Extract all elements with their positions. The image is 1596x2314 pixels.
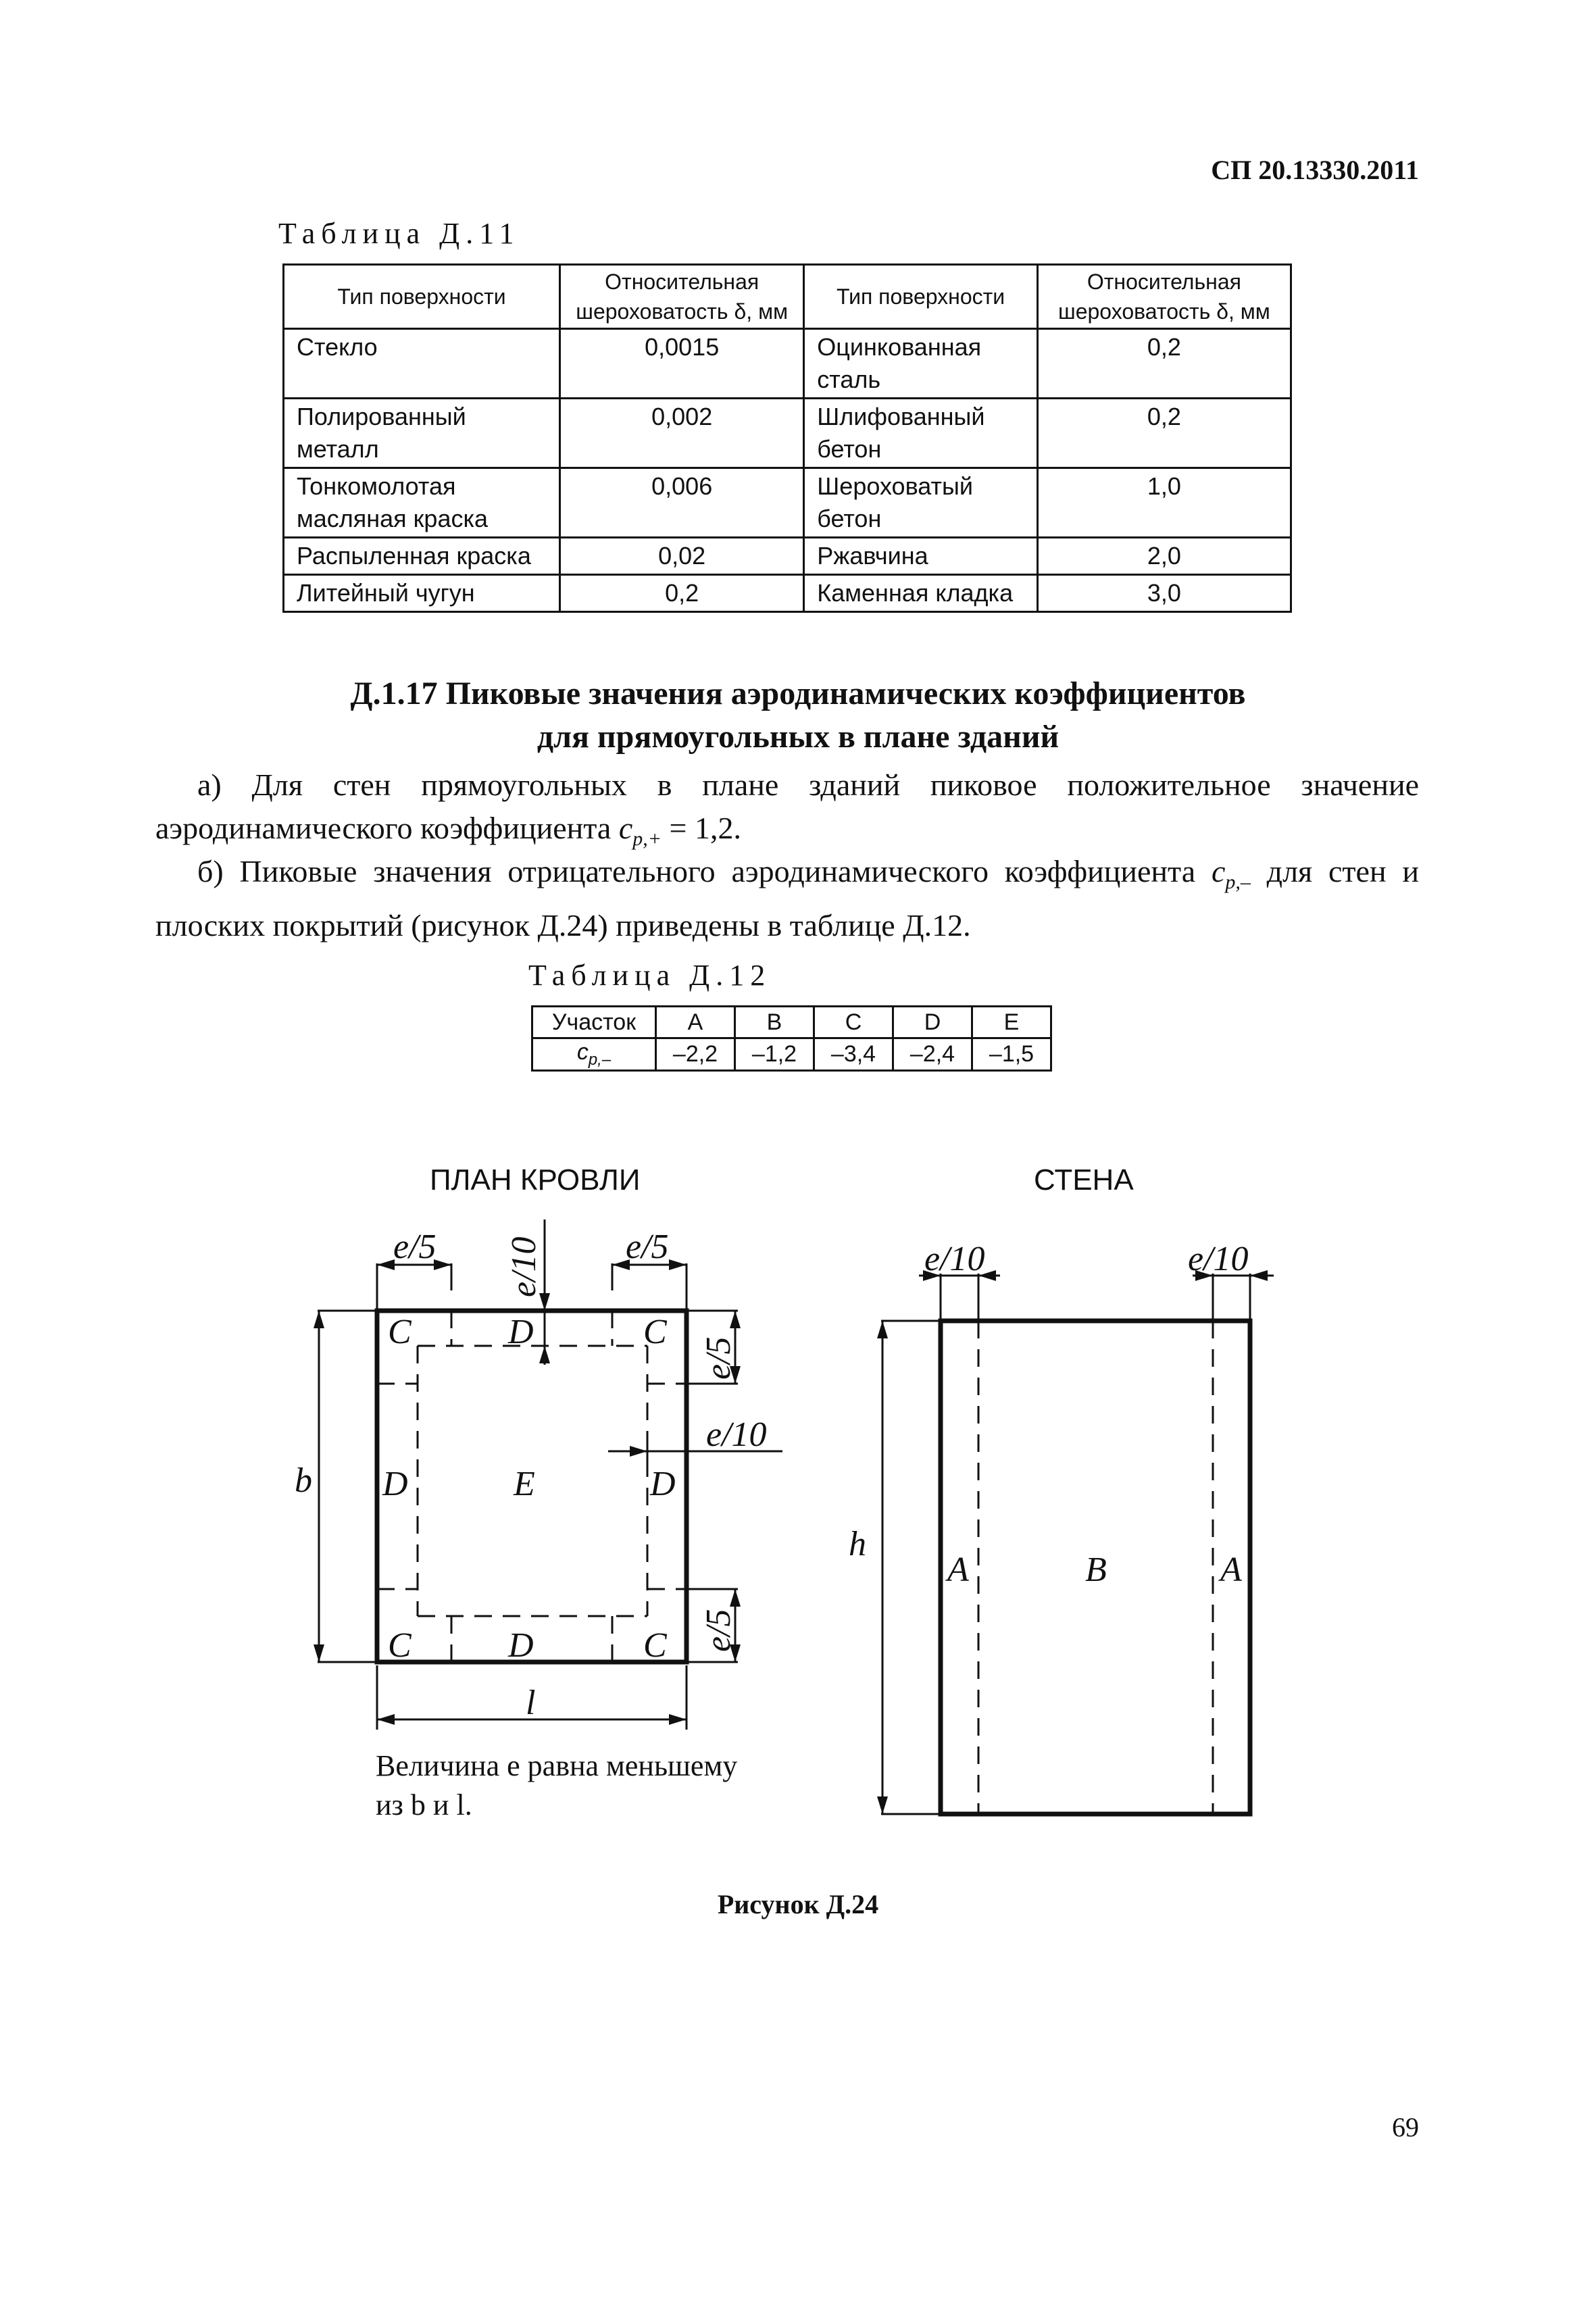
table-cell: –1,5 — [972, 1038, 1051, 1071]
table-cell: Шлифованный бетон — [804, 399, 1038, 468]
zone-label-d: D — [650, 1465, 676, 1503]
table-d12-caption: Таблица Д.12 — [528, 959, 772, 992]
coefficient-symbol: c — [618, 811, 633, 845]
zone-label-c: C — [643, 1626, 667, 1665]
table-cell: 3,0 — [1037, 575, 1291, 612]
table-header-cell: C — [814, 1007, 893, 1038]
dim-label-e5: e/5 — [393, 1228, 437, 1266]
figure-note — [376, 1746, 781, 1825]
table-header-cell: Тип поверхности — [804, 265, 1038, 329]
table-d11-caption: Таблица Д.11 — [278, 217, 520, 250]
table-header-cell: B — [735, 1007, 814, 1038]
page-number: 69 — [1392, 2112, 1419, 2142]
section-title-line: для прямоугольных в плане зданий — [537, 719, 1059, 755]
figure-note-line: Величина e равна меньшему — [376, 1749, 738, 1782]
zone-label-c: C — [388, 1313, 412, 1351]
zone-label-b: B — [1085, 1551, 1107, 1589]
table-cell: 0,006 — [560, 468, 804, 538]
table-cell: 0,02 — [560, 538, 804, 575]
table-header-cell: D — [893, 1007, 972, 1038]
dim-label-b: b — [295, 1461, 312, 1500]
dim-label-h: h — [849, 1525, 866, 1563]
table-cell: 0,002 — [560, 399, 804, 468]
table-cell: Распыленная краска — [284, 538, 560, 575]
dim-label-e10: e/10 — [1188, 1240, 1249, 1278]
paragraph-text: б) Пиковые значения отрицательного аэродинамического коэффициента — [197, 854, 1212, 888]
zone-label-a: A — [1220, 1551, 1242, 1589]
coefficient-subscript: p,– — [1225, 871, 1251, 894]
dim-label-e10: e/10 — [924, 1240, 985, 1278]
zone-label-e: E — [514, 1465, 535, 1503]
table-cell: Тонкомолотая масляная краска — [284, 468, 560, 538]
dim-label-e10: e/10 — [505, 1236, 543, 1297]
section-title-line: Д.1.17 Пиковые значения аэродинамических коэффициентов — [350, 676, 1246, 711]
zone-label-a: A — [947, 1551, 969, 1589]
table-cell: Стекло — [284, 329, 560, 399]
table-cell: Шероховатый бетон — [804, 468, 1038, 538]
table-cell: –2,4 — [893, 1038, 972, 1071]
zone-label-d: D — [508, 1313, 534, 1351]
paragraph-text: а) Для стен прямоугольных в плане зданий пиковое положительное значение аэродинамического коэффициента — [155, 768, 1419, 845]
table-cell: 0,2 — [1037, 399, 1291, 468]
zone-label-d: D — [382, 1465, 408, 1503]
dim-label-e5: e/5 — [699, 1609, 738, 1652]
roof-plan-title: ПЛАН КРОВЛИ — [430, 1163, 641, 1197]
dim-label-l: l — [526, 1684, 536, 1722]
table-cell: 2,0 — [1037, 538, 1291, 575]
dim-label-e5: e/5 — [699, 1336, 738, 1380]
table-header-cell: Относительная шероховатость δ, мм — [560, 265, 804, 329]
table-cell: 0,2 — [560, 575, 804, 612]
zone-label-c: C — [388, 1626, 412, 1665]
table-header-cell: Участок — [532, 1007, 656, 1038]
table-cell: –2,2 — [656, 1038, 735, 1071]
table-cell: Оцинкованная сталь — [804, 329, 1038, 399]
table-header-cell: E — [972, 1007, 1051, 1038]
zone-label-c: C — [643, 1313, 667, 1351]
dim-label-e5: e/5 — [626, 1228, 669, 1266]
table-cell: 0,2 — [1037, 329, 1291, 399]
coefficient-value: = 1,2. — [662, 811, 741, 845]
table-header-cell: Тип поверхности — [284, 265, 560, 329]
coefficient-subscript: p,– — [588, 1050, 612, 1069]
coefficient-symbol: c — [1211, 854, 1226, 888]
figure-note-line: из b и l. — [376, 1788, 472, 1821]
coefficient-subscript: p,+ — [632, 828, 662, 851]
table-cell: Литейный чугун — [284, 575, 560, 612]
dimension-arrowheads — [314, 1259, 1268, 1814]
table-cell: Каменная кладка — [804, 575, 1038, 612]
coefficient-symbol: c — [576, 1039, 589, 1065]
wall-title: СТЕНА — [1034, 1163, 1134, 1197]
table-header-cell: Относительная шероховатость δ, мм — [1037, 265, 1291, 329]
figure-caption: Рисунок Д.24 — [717, 1889, 879, 1919]
table-header-cell: A — [656, 1007, 735, 1038]
paragraph-text-tail: для стен и плоских покрытий (рисунок Д.24) приведены в таблице Д.12. — [155, 854, 1419, 943]
table-cell: –1,2 — [735, 1038, 814, 1071]
table-cell: –3,4 — [814, 1038, 893, 1071]
table-cell: Ржавчина — [804, 538, 1038, 575]
zone-label-d: D — [508, 1626, 534, 1665]
document-code: СП 20.13330.2011 — [1211, 155, 1419, 185]
table-cell: 0,0015 — [560, 329, 804, 399]
table-cell: Полированный металл — [284, 399, 560, 468]
dim-label-e10: e/10 — [706, 1415, 767, 1454]
table-cell: 1,0 — [1037, 468, 1291, 538]
